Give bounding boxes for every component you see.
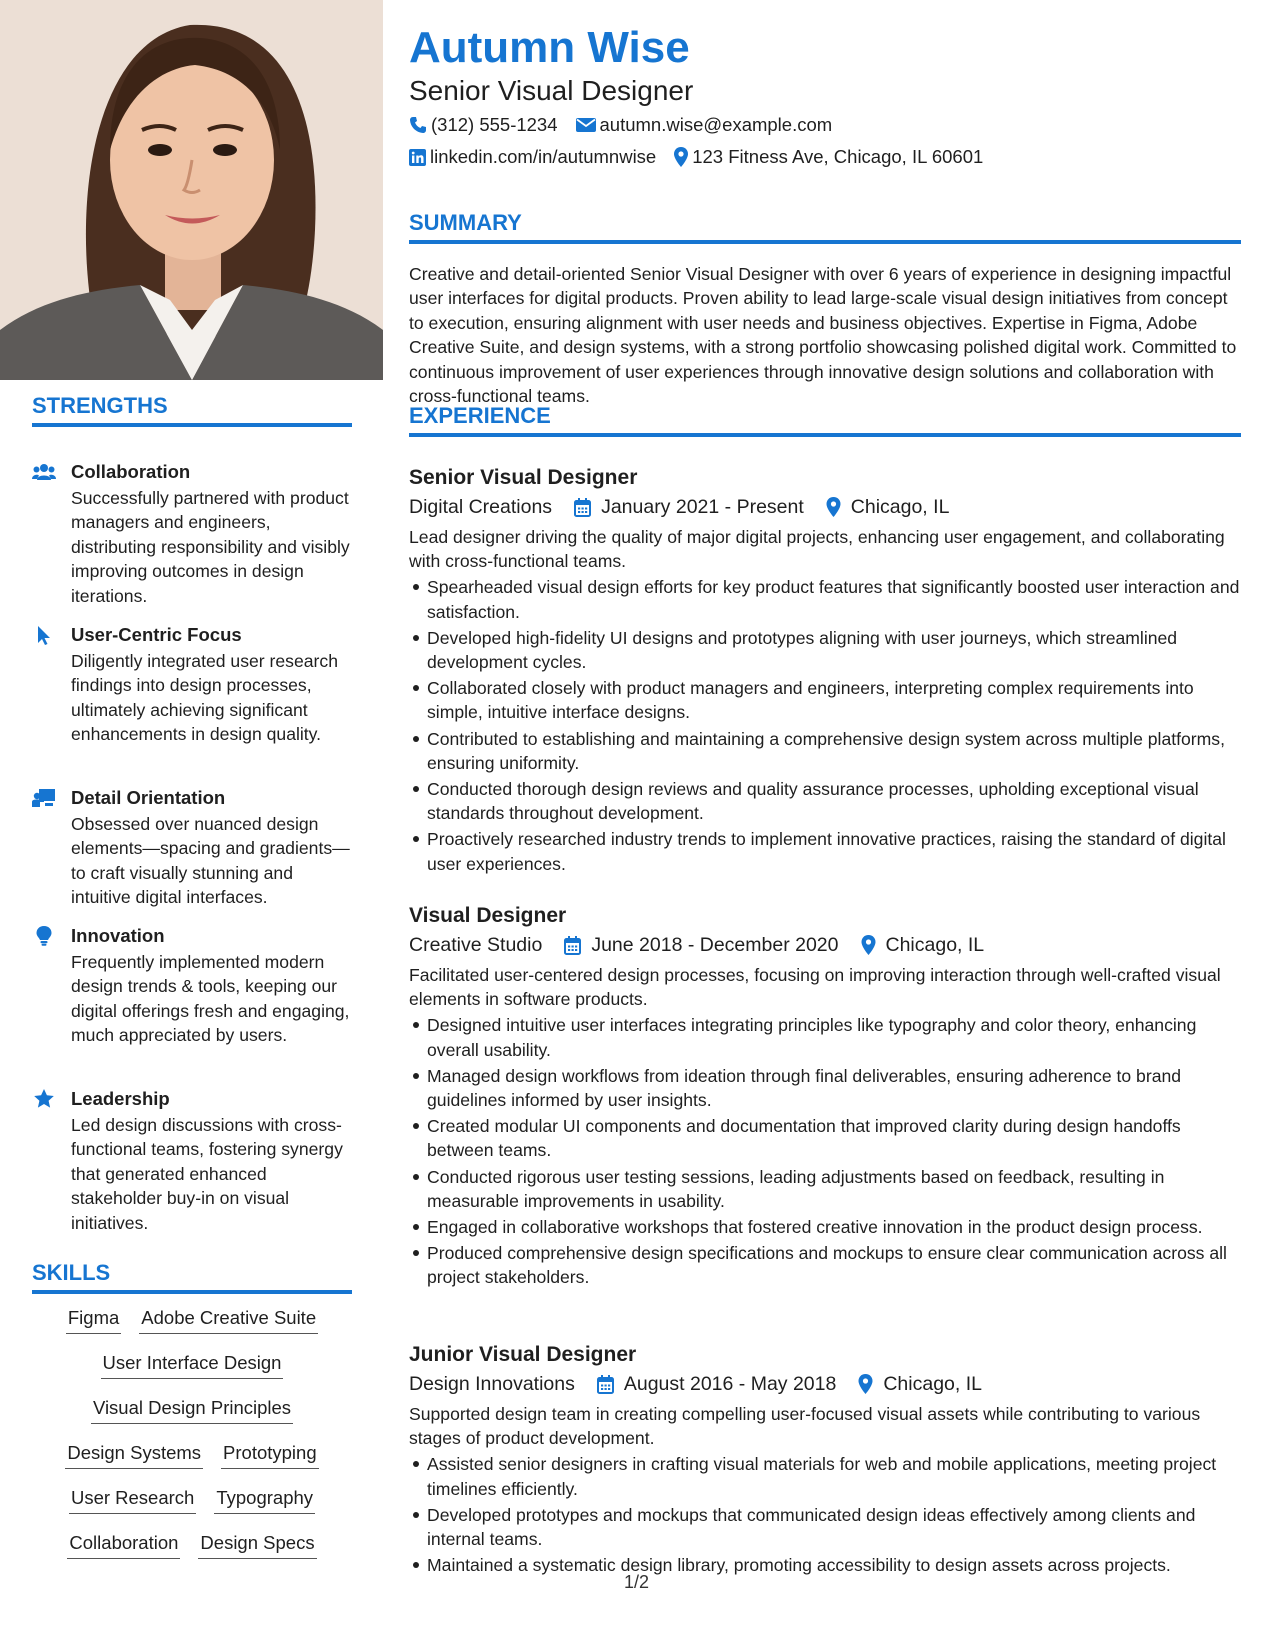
skill-tag: Adobe Creative Suite: [139, 1305, 318, 1334]
job-bullet: Developed prototypes and mockups that communicated design ideas effectively among clients and internal teams.: [427, 1503, 1241, 1551]
job-description: Facilitated user-centered design processes, focusing on improving interaction through well-crafted visual elements in software products.: [409, 965, 1221, 1010]
job-bullet: Collaborated closely with product managers and engineers, interpreting complex requirements into simple, intuitive interface designs.: [427, 676, 1241, 724]
job-location: Chicago, IL: [883, 1373, 982, 1395]
job-location: Chicago, IL: [885, 934, 985, 956]
profile-photo: [0, 0, 383, 380]
strength-title: User-Centric Focus: [71, 624, 242, 645]
skill-tag: Design Systems: [65, 1440, 203, 1469]
job-bullet: Created modular UI components and documentation that improved clarity during design handoffs between teams.: [427, 1114, 1241, 1162]
strength-title: Innovation: [71, 925, 165, 946]
summary-heading: SUMMARY: [409, 208, 1241, 244]
job-bullet: Proactively researched industry trends to implement innovative practices, raising the standard of digital user experiences.: [427, 827, 1241, 875]
lightbulb-icon: [32, 926, 56, 946]
job-bullet: Produced comprehensive design specifications and mockups to ensure clear communication across all project stakeholders.: [427, 1241, 1241, 1289]
strength-title: Leadership: [71, 1088, 170, 1109]
job-bullets: [409, 575, 1241, 875]
job-entry: [409, 1341, 1241, 1577]
skill-tag: Prototyping: [221, 1440, 319, 1469]
skill-tag: Design Specs: [198, 1530, 316, 1559]
skill-row: [32, 1440, 352, 1485]
strength-text: Successfully partnered with product managers and engineers, distributing responsibility and visibly improving outcomes in design iterations.: [71, 488, 350, 606]
strength-text: Diligently integrated user research findings into design processes, ultimately achieving significant enhancements in design quality.: [71, 651, 338, 745]
experience-heading: EXPERIENCE: [409, 401, 1241, 437]
strength-text: Led design discussions with cross-functional teams, fostering synergy that generated enhanced stakeholder buy-in on visual initiatives.: [71, 1115, 343, 1233]
skill-row: [32, 1350, 352, 1395]
skill-row: [32, 1530, 352, 1575]
job-bullet: Assisted senior designers in crafting visual materials for web and mobile applications, meeting project timelines efficiently.: [427, 1452, 1241, 1500]
candidate-title: Senior Visual Designer: [409, 75, 694, 106]
contact-line-2: [409, 145, 1001, 169]
calendar-icon: [597, 1375, 614, 1394]
email-text[interactable]: autumn.wise@example.com: [599, 114, 833, 135]
company-name: Design Innovations: [409, 1373, 575, 1395]
skill-row: [32, 1305, 352, 1350]
linkedin-contact[interactable]: [409, 145, 656, 169]
job-bullet: Designed intuitive user interfaces integrating principles like typography and color theory, enhancing overall usability.: [427, 1013, 1241, 1061]
skill-tag: User Interface Design: [101, 1350, 284, 1379]
envelope-icon: [576, 117, 596, 133]
company-name: Digital Creations: [409, 496, 553, 518]
skill-tag: Visual Design Principles: [91, 1395, 293, 1424]
phone-contact: [409, 113, 558, 137]
address-text: 123 Fitness Ave, Chicago, IL 60601: [692, 146, 984, 167]
skill-row: [32, 1395, 352, 1440]
skill-tag: Typography: [214, 1485, 315, 1514]
map-pin-icon: [858, 1374, 873, 1394]
candidate-name: Autumn Wise: [409, 23, 690, 72]
job-bullet: Conducted thorough design reviews and quality assurance processes, upholding exceptional visual standards throughout development.: [427, 777, 1241, 825]
job-bullet: Developed high-fidelity UI designs and prototypes aligning with user journeys, which streamlined development cycles.: [427, 626, 1241, 674]
skill-row: [32, 1485, 352, 1530]
strength-title: Collaboration: [71, 461, 191, 482]
job-bullet: Maintained a systematic design library, promoting accessibility to design assets across projects.: [427, 1553, 1241, 1577]
job-bullets: [409, 1452, 1241, 1577]
cursor-icon: [32, 625, 56, 645]
job-title: Junior Visual Designer: [409, 1343, 637, 1366]
company-name: Creative Studio: [409, 934, 543, 956]
job-bullet: Conducted rigorous user testing sessions, leading adjustments based on feedback, resulting in measurable improvements in usability.: [427, 1165, 1241, 1213]
strength-title: Detail Orientation: [71, 787, 226, 808]
strength-text: Obsessed over nuanced design elements—spacing and gradients—to craft visually stunning and intuitive digital interfaces.: [71, 814, 350, 908]
job-meta: [409, 930, 1241, 960]
job-dates: June 2018 - December 2020: [591, 934, 839, 956]
job-title: Visual Designer: [409, 904, 567, 927]
portrait-illustration: [0, 0, 383, 380]
linkedin-text[interactable]: linkedin.com/in/autumnwise: [430, 146, 657, 167]
map-pin-icon: [674, 147, 688, 167]
skill-tag: User Research: [69, 1485, 196, 1514]
phone-icon: [409, 116, 427, 134]
calendar-icon: [574, 498, 591, 517]
skills-list: [32, 1305, 352, 1575]
job-entry: [409, 464, 1241, 876]
linkedin-icon: [409, 149, 426, 166]
job-title: Senior Visual Designer: [409, 466, 638, 489]
job-description: Lead designer driving the quality of major digital projects, enhancing user engagement, and collaborating with cross-functional teams.: [409, 527, 1225, 572]
job-dates: January 2021 - Present: [601, 496, 804, 518]
job-entry: [409, 902, 1241, 1290]
map-pin-icon: [861, 935, 876, 955]
job-description: Supported design team in creating compelling user-focused visual assets while contributing to various stages of product development.: [409, 1404, 1201, 1449]
job-meta: [409, 492, 1241, 522]
address-contact: [674, 145, 983, 169]
contact-line-1: [409, 113, 850, 137]
skills-heading: SKILLS: [32, 1258, 352, 1294]
calendar-icon: [564, 936, 581, 955]
skill-tag: Collaboration: [67, 1530, 180, 1559]
strength-text: Frequently implemented modern design trends & tools, keeping our digital offerings fresh and engaging, much appreciated by users.: [71, 952, 350, 1046]
left-column: [0, 0, 383, 1650]
chalkboard-teacher-icon: [32, 788, 56, 808]
job-meta: [409, 1369, 1241, 1399]
phone-text: (312) 555-1234: [431, 114, 558, 135]
job-bullet: Contributed to establishing and maintaining a comprehensive design system across multiple platforms, ensuring uniformity.: [427, 727, 1241, 775]
job-bullet: Engaged in collaborative workshops that fostered creative innovation in the product design process.: [427, 1215, 1241, 1239]
page-number: 1/2: [624, 1572, 650, 1592]
job-bullets: [409, 1013, 1241, 1289]
email-contact[interactable]: [576, 113, 833, 137]
skill-tag: Figma: [66, 1305, 121, 1334]
job-bullet: Managed design workflows from ideation through final deliverables, ensuring adherence to brand guidelines informed by user insights.: [427, 1064, 1241, 1112]
strengths-heading: STRENGTHS: [32, 391, 352, 427]
users-icon: [32, 462, 56, 482]
map-pin-icon: [826, 497, 841, 517]
job-dates: August 2016 - May 2018: [623, 1373, 837, 1395]
job-bullet: Spearheaded visual design efforts for key product features that significantly boosted user interaction and satisfaction.: [427, 575, 1241, 623]
summary-text: Creative and detail-oriented Senior Visual Designer with over 6 years of experience in designing impactful user interfaces for digital products. Proven ability to lead large-scale visual design initiatives from concept to execution, ensuring alignment with user needs and business objectives. Expertise in Figma, Adobe Creative Suite, and design systems, with a strong portfolio showcasing polished digital work. Committed to continuous improvement of user experiences through innovative design solutions and collaboration with cross-functional teams.: [409, 264, 1237, 407]
star-icon: [32, 1089, 56, 1109]
job-location: Chicago, IL: [850, 496, 950, 518]
